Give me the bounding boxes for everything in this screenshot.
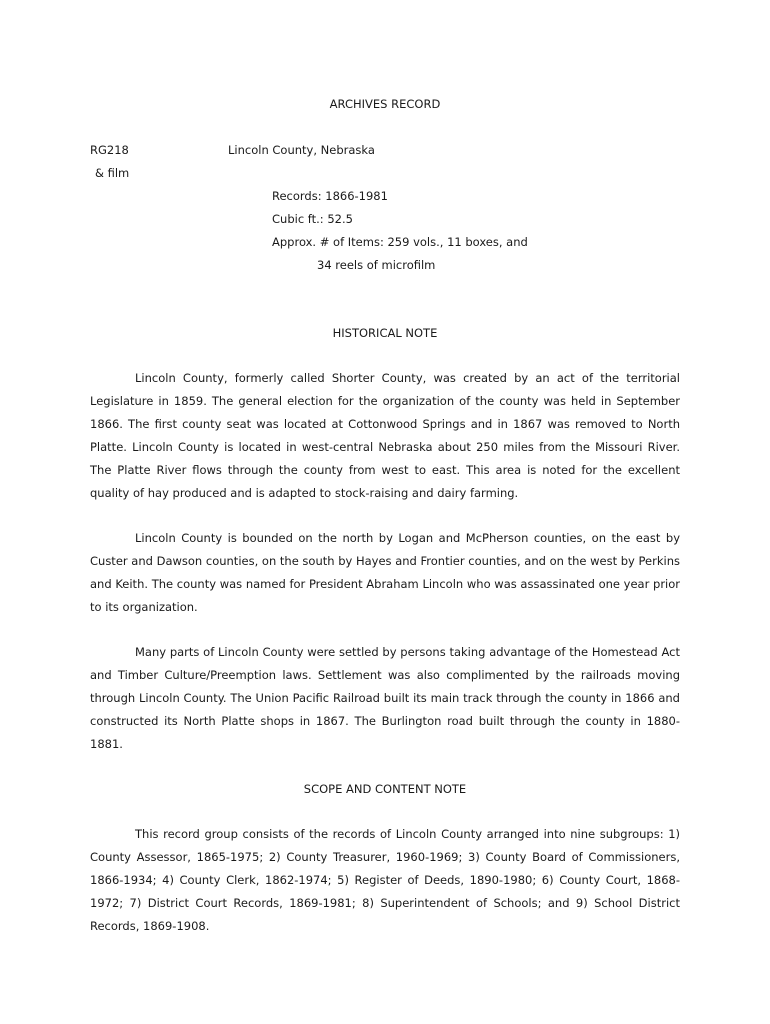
item-count: Approx. # of Items: 259 vols., 11 boxes, and bbox=[272, 235, 528, 249]
record-group-id: RG218 bbox=[90, 143, 129, 157]
paragraph-text: Lincoln County, formerly called Shorter County, was created by an act of the territorial Legislature in 1859. The general election for the organization of the county was held in September 1866. The first county seat was located at Cottonwood Springs and in 1867 was removed to North Platte. Lincoln County is located in west-central Nebraska about 250 miles from the Missouri River. The Platte River flows through the county from west to east. This area is noted for the excellent quality of hay produced and is adapted to stock-raising and dairy farming. bbox=[90, 371, 680, 500]
paragraph-text: This record group consists of the records of Lincoln County arranged into nine subgroups: 1) County Assessor, 1865-1975; 2) County Treasurer, 1960-1969; 3) County Board of Commissioners, 1866-1934; 4) County Clerk, 1862-1974; 5) Register of Deeds, 1890-1980; 6) County Court, 1868-1972; 7) District Court Records, 1869-1981; 8) Superintendent of Schools; and 9) School District Records, 1869-1908. bbox=[90, 827, 680, 933]
document-title: ARCHIVES RECORD bbox=[329, 97, 441, 111]
historical-paragraph-2 bbox=[90, 527, 680, 619]
historical-paragraph-3 bbox=[90, 641, 680, 756]
cubic-feet: Cubic ft.: 52.5 bbox=[272, 212, 353, 226]
paragraph-text: Many parts of Lincoln County were settled by persons taking advantage of the Homestead Act and Timber Culture/Preemption laws. Settlement was also complimented by the railroads moving through Lincoln County. The Union Pacific Railroad built its main track through the county in 1866 and constructed its North Platte shops in 1867. The Burlington road built through the county in 1880-1881. bbox=[90, 645, 680, 751]
paragraph-text: Lincoln County is bounded on the north by Logan and McPherson counties, on the east by Custer and Dawson counties, on the south by Hayes and Frontier counties, and on the west by Perkins and Keith. The county was named for President Abraham Lincoln who was assassinated one year prior to its organization. bbox=[90, 531, 680, 614]
historical-paragraph-1 bbox=[90, 367, 680, 505]
historical-note-heading: HISTORICAL NOTE bbox=[332, 326, 438, 340]
scope-note-heading: SCOPE AND CONTENT NOTE bbox=[303, 782, 467, 796]
records-date-range: Records: 1866-1981 bbox=[272, 189, 388, 203]
record-group-note: & film bbox=[95, 166, 130, 180]
scope-paragraph bbox=[90, 823, 680, 938]
county-name: Lincoln County, Nebraska bbox=[228, 143, 375, 157]
item-count-continued: 34 reels of microfilm bbox=[317, 258, 436, 272]
